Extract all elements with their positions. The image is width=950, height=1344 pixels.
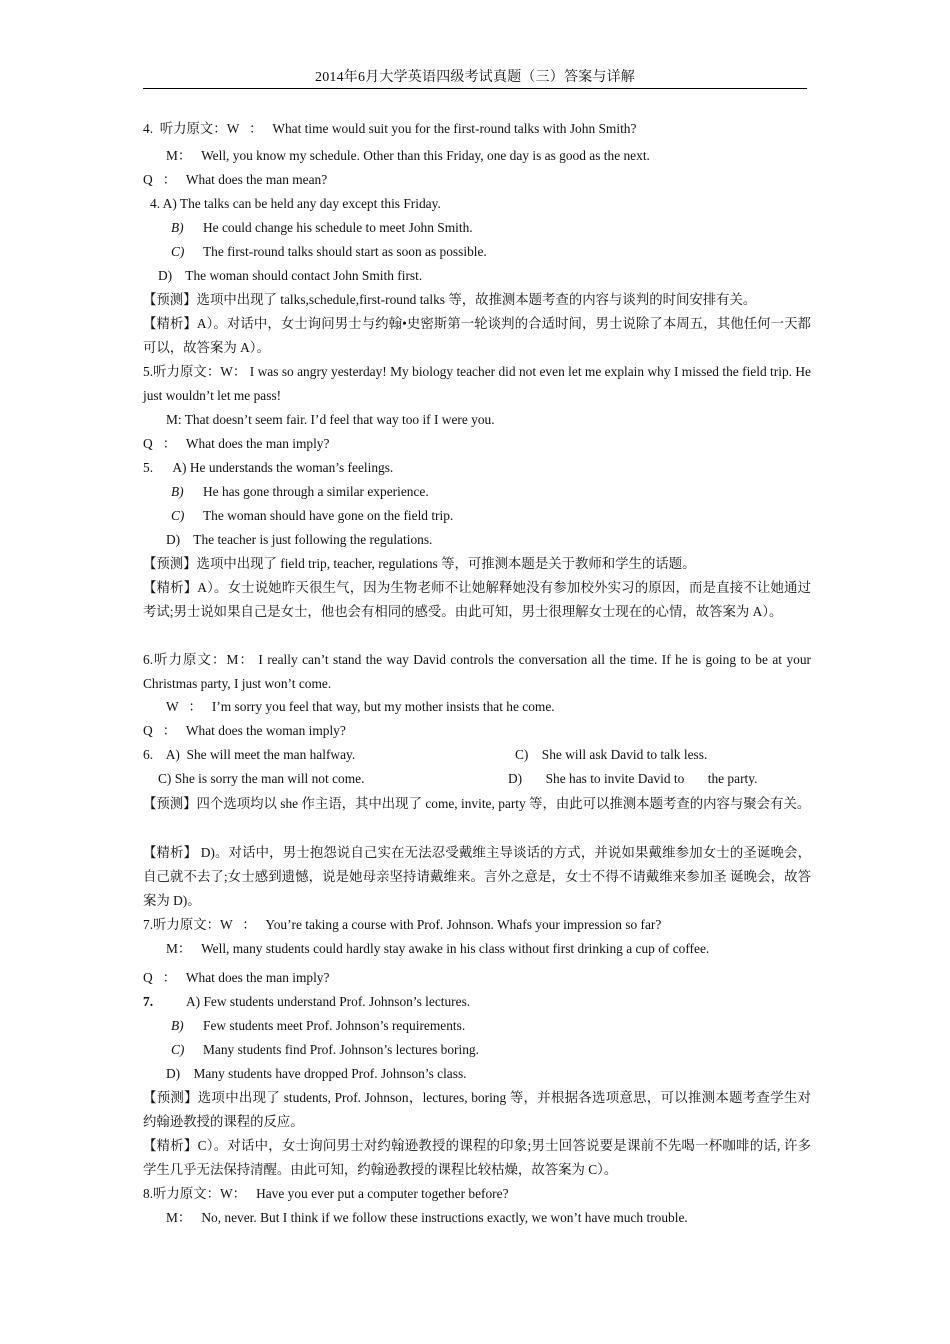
header-rule: [143, 88, 807, 89]
page-header-title: 2014年6月大学英语四级考试真题（三）答案与详解: [315, 70, 635, 85]
q4-script-woman: 4. 听力原文：W ： What time would suit you for the first-round talks with John Smith?: [143, 121, 637, 136]
q7-script-woman: 7.听力原文：W ： You’re taking a course with Prof. Johnson. Whafs your impression so far?: [143, 917, 662, 932]
q5-script-man: M: That doesn’t seem fair. I’d feel that way too if I were you.: [166, 412, 495, 427]
q4-question: Q ： What does the man mean?: [143, 172, 328, 187]
q4-option-a: 4. A) The talks can be held any day except this Friday.: [150, 196, 441, 211]
q7-number: 7.: [143, 994, 154, 1009]
q5-option-d: D) The teacher is just following the regulations.: [166, 532, 433, 547]
q8-script-woman: 8.听力原文：W： Have you ever put a computer together before?: [143, 1186, 509, 1201]
q5-prediction: 【预测】选项中出现了 field trip, teacher, regulations 等，可推测本题是关于教师和学生的话题。: [143, 556, 696, 571]
q6-script-man: 6.听力原文：M： I really can’t stand the way David controls the conversation all the time. If he is going to be at your Christmas party, I just won’t come.: [143, 652, 811, 691]
q4-prediction: 【预测】选项中出现了 talks,schedule,first-round talks 等，故推测本题考查的内容与谈判的时间安排有关。: [143, 292, 757, 307]
q4-script-man: M： Well, you know my schedule. Other than this Friday, one day is as good as the next.: [166, 148, 650, 163]
q7-option-c: Many students find Prof. Johnson’s lectures boring.: [203, 1042, 479, 1057]
q7-analysis: 【精析】C）。对话中，女士询问男士对约翰逊教授的课程的印象;男士回答说要是课前不先喝一杯咖啡的话, 许多学生几乎无法保持清醒。由此可知，约翰逊教授的课程比较枯燥，故答案为 C）。: [143, 1138, 811, 1177]
q4-option-d: D) The woman should contact John Smith first.: [158, 268, 423, 283]
q7-option-b: Few students meet Prof. Johnson’s requirements.: [203, 1018, 466, 1033]
q7-script-man: M： Well, many students could hardly stay awake in his class without first drinking a cup of coffee.: [166, 941, 710, 956]
q5-question: Q ： What does the man imply?: [143, 436, 330, 451]
q7-option-a: A) Few students understand Prof. Johnson’s lectures.: [186, 994, 471, 1009]
q7-prediction: 【预测】选项中出现了 students, Prof. Johnson，lectures, boring 等，并根据各选项意思，可以推测本题考查学生对约翰逊教授的课程的反应。: [143, 1090, 811, 1129]
q6-option-a: 6. A) She will meet the man halfway.: [143, 747, 356, 762]
q4-option-b: He could change his schedule to meet John Smith.: [203, 220, 473, 235]
q6-option-b: C) She is sorry the man will not come.: [158, 771, 365, 786]
q5-script-woman: 5.听力原文：W： I was so angry yesterday! My biology teacher did not even let me explain why I missed the field trip. He just wouldn’t let me pass!: [143, 364, 811, 403]
q4-analysis: 【精析】A）。对话中，女士询问男士与约翰•史密斯第一轮谈判的合适时间，男士说除了本周五，其他任何一天都可以，故答案为 A）。: [143, 316, 811, 355]
q7-question: Q ： What does the man imply?: [143, 970, 330, 985]
q5-option-b-mark: B): [171, 484, 184, 499]
q6-option-c: C) She will ask David to talk less.: [515, 747, 708, 762]
q4-option-c: The first-round talks should start as soon as possible.: [203, 244, 487, 259]
q5-option-a: 5. A) He understands the woman’s feelings.: [143, 460, 394, 475]
q5-analysis: 【精析】A）。女士说她昨天很生气，因为生物老师不让她解释她没有参加校外实习的原因，而是直接不让她通过考试;男士说如果自己是女士，他也会有相同的感受。由此可知，男士很理解女士现在的心情，故答案为 A）。: [143, 580, 811, 619]
q6-question: Q ： What does the woman imply?: [143, 723, 346, 738]
q6-script-woman: W ： I’m sorry you feel that way, but my mother insists that he come.: [166, 699, 555, 714]
q6-option-d: D) She has to invite David to the party.: [508, 771, 758, 786]
q7-option-c-mark: C): [171, 1042, 185, 1057]
q4-option-c-mark: C): [171, 244, 185, 259]
q6-analysis: 【精析】 D)。对话中，男士抱怨说自己实在无法忍受戴维主导谈话的方式，并说如果戴维参加女士的圣诞晚会，自己就不去了;女士感到遗憾，说是她母亲坚持请戴维来。言外之意是，女士不得不请戴维来参加圣 诞晚会，故答案为 D)。: [143, 845, 811, 908]
q6-prediction: 【预测】四个选项均以 she 作主语，其中出现了 come, invite, party 等，由此可以推测本题考查的内容与聚会有关。: [143, 796, 811, 811]
q5-option-b: He has gone through a similar experience.: [203, 484, 429, 499]
q8-script-man: M： No, never. But I think if we follow these instructions exactly, we won’t have much trouble.: [166, 1210, 688, 1225]
q7-option-d: D) Many students have dropped Prof. Johnson’s class.: [166, 1066, 467, 1081]
q4-option-b-mark: B): [171, 220, 184, 235]
q5-option-c-mark: C): [171, 508, 185, 523]
q7-option-b-mark: B): [171, 1018, 184, 1033]
q5-option-c: The woman should have gone on the field trip.: [203, 508, 454, 523]
